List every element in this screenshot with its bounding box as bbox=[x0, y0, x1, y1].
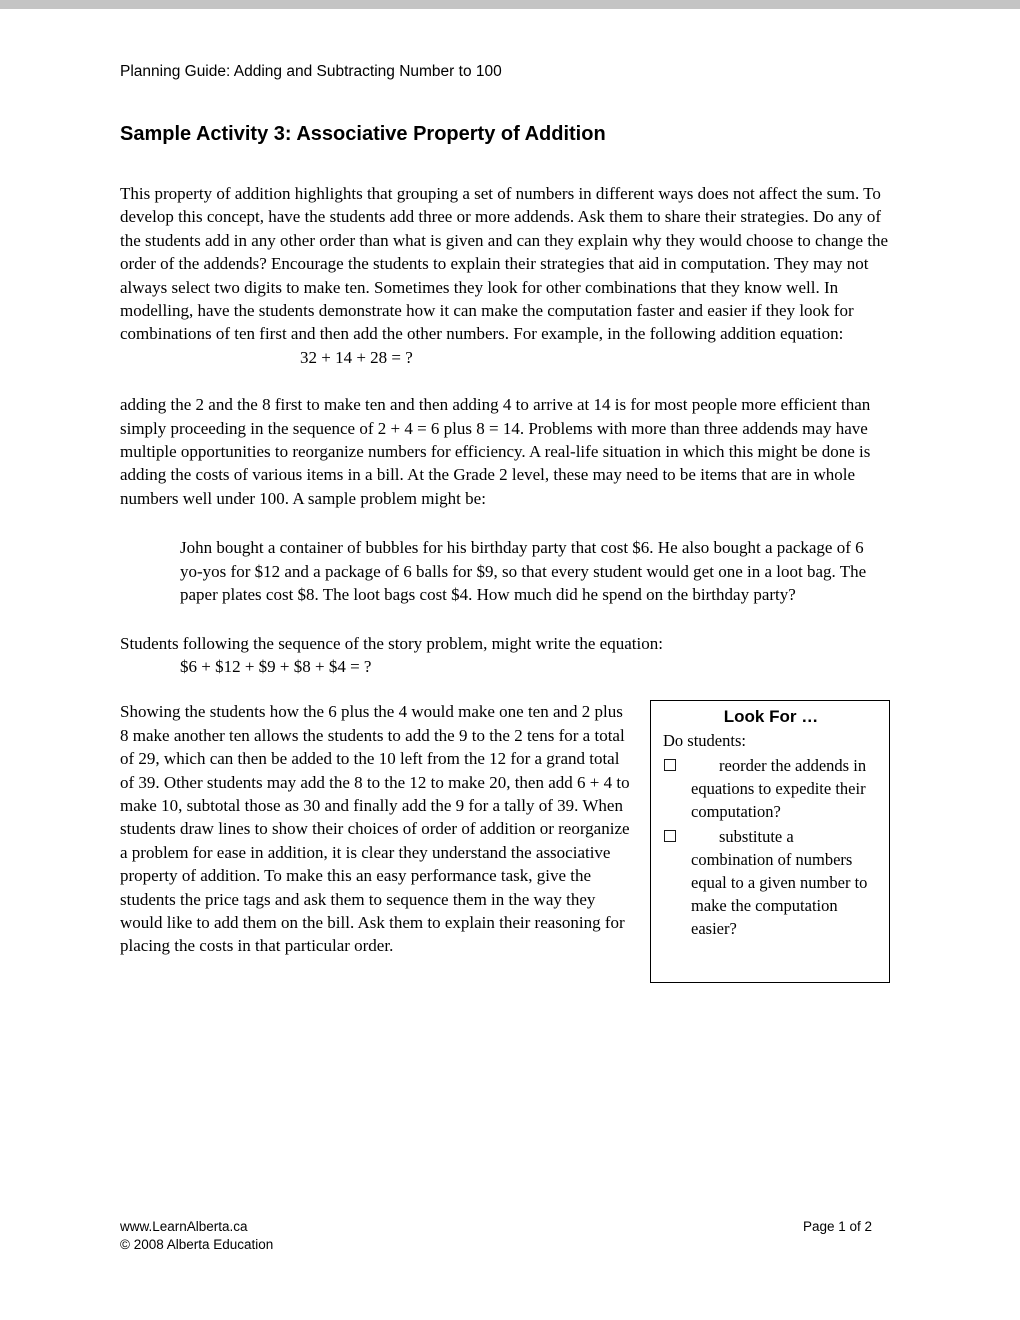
checkbox-icon bbox=[664, 830, 676, 842]
paragraph-intro: This property of addition highlights that grouping a set of numbers in different ways does not affect the sum. To develop this concept, have the students add three or more addends. Ask them to share their strategies. Do any of the students add in any other order than what is given and can they explain why they would choose to change the order of the addends? Encourage the students to explain their strategies that aid in computation. They may not always select two digits to make ten. Sometimes they look for other combinations that they know well. In modelling, have the students demonstrate how it can make the computation faster and easier if they look for combinations of ten first and then add the other numbers. For example, in the following addition equation: bbox=[120, 184, 889, 344]
footer-page-number: Page 1 of 2 bbox=[802, 1219, 872, 1234]
look-for-item-label: substitute a combination of numbers equal to a given number to make the computation easier? bbox=[691, 827, 868, 939]
paragraph-equation-lead-in: Students following the sequence of the story problem, might write the equation: bbox=[120, 633, 663, 653]
story-problem: John bought a container of bubbles for his birthday party that cost $6. He also bought a package of 6 yo-yos for $12 and a package of 6 balls for $9, so that every student would get one in a loot bag. The paper plates cost $8. The loot bags cost $4. How much did he spend on the birthday party? bbox=[180, 538, 867, 605]
equation-addition-example: 32 + 14 + 28 = ? bbox=[300, 347, 413, 367]
page-footer bbox=[120, 1218, 872, 1254]
page-top-edge bbox=[0, 0, 1020, 9]
page-title: Sample Activity 3: Associative Property of Addition bbox=[120, 123, 606, 145]
paragraph-strategy: adding the 2 and the 8 first to make ten and then adding 4 to arrive at 14 is for most people more efficient than simply proceeding in the sequence of 2 + 4 = 6 plus 8 = 14. Problems with more than three addends may have multiple opportunities to reorganize numbers for efficiency. A real-life situation in which this might be done is adding the costs of various items in a bill. At the Grade 2 level, these may need to be items that are in whole numbers well under 100. A sample problem might be: bbox=[120, 395, 871, 508]
equation-story-sum: $6 + $12 + $9 + $8 + $4 = ? bbox=[180, 656, 372, 676]
look-for-intro: Do students: bbox=[663, 731, 746, 751]
look-for-item bbox=[663, 754, 879, 823]
paragraph-closing: Showing the students how the 6 plus the 4 would make one ten and 2 plus 8 make another ten allows the students to add the 9 to the 2 tens for a total of 29, which can then be added to the 10 left from the 12 for a grand total of 39. Other students may add the 8 to the 12 to make 20, then add 6 + 4 to make 10, subtotal those as 30 and finally add the 9 for a tally of 39. When students draw lines to show their choices of order of addition or reorganize a problem for ease in addition, it is clear they understand the associative property of addition. To make this an easy performance task, give the students the price tags and ask them to sequence them in the way they would like to add them on the bill. Ask them to explain their reasoning for placing the costs in that particular order. bbox=[120, 702, 630, 956]
look-for-item bbox=[663, 825, 879, 940]
footer-left bbox=[120, 1218, 273, 1254]
footer-copyright: © 2008 Alberta Education bbox=[120, 1237, 274, 1252]
look-for-title: Look For … bbox=[723, 707, 819, 727]
running-header: Planning Guide: Adding and Subtracting Number to 100 bbox=[120, 63, 502, 80]
checkbox-icon bbox=[664, 759, 676, 771]
closing-section bbox=[120, 700, 900, 983]
footer-site-url: www.LearnAlberta.ca bbox=[120, 1219, 248, 1234]
document-content bbox=[0, 9, 1020, 983]
look-for-box bbox=[650, 700, 890, 983]
look-for-item-label: reorder the addends in equations to expedite their computation? bbox=[691, 756, 867, 822]
